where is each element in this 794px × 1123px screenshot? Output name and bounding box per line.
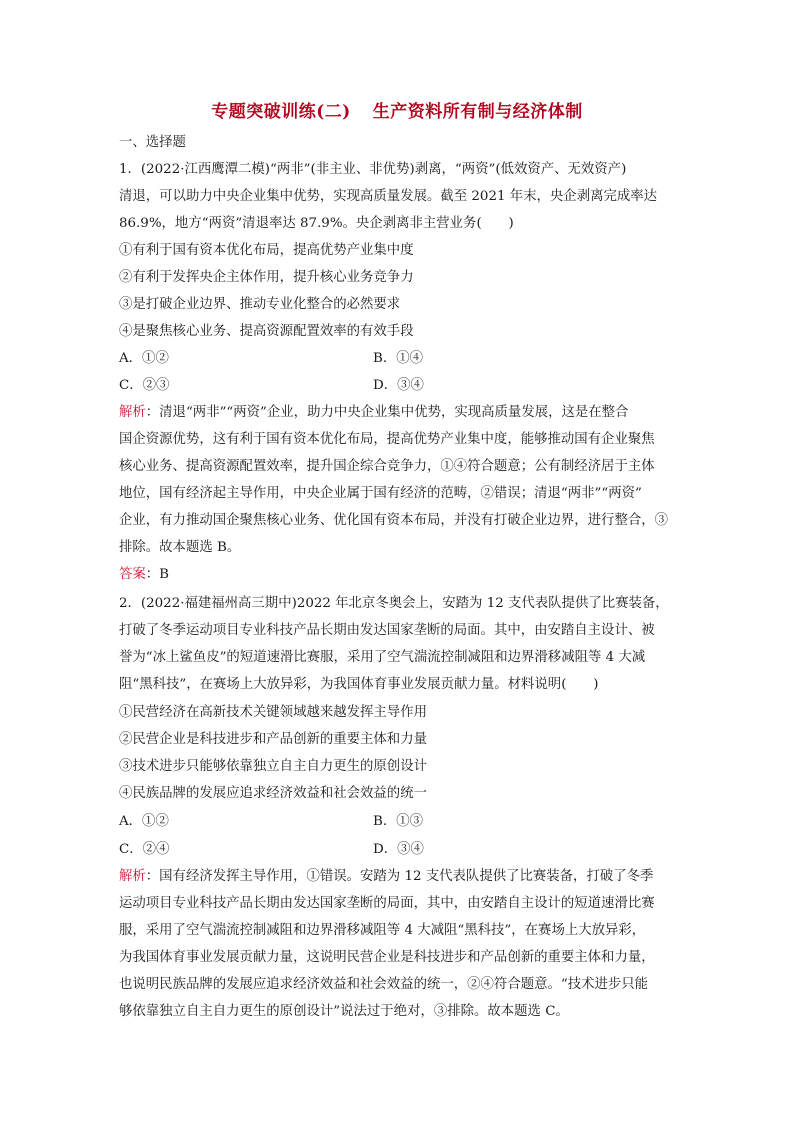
q1-analysis-line: 国企资源优势，这有利于国有资本优化布局，提高优势产业集中度，能够推动国有企业聚焦 xyxy=(119,432,655,447)
q2-analysis-line: 够依靠独立自主自力更生的原创设计”说法过于绝对，③排除。故本题选 C。 xyxy=(119,1004,569,1019)
q2-analysis-line xyxy=(119,869,653,885)
q2-statement: ④民族品牌的发展应追求经济效益和社会效益的统一 xyxy=(119,786,427,801)
q2-statement: ③技术进步只能够依靠独立自主自力更生的原创设计 xyxy=(119,759,427,774)
q1-stem-line: 清退，可以助力中央企业集中优势，实现高质量发展。截至 2021 年末，央企剥离完成率达 xyxy=(119,189,658,204)
q2-analysis-line: 为我国体育事业发展贡献力量，这说明民营企业是科技进步和产品创新的重要主体和力量， xyxy=(119,950,655,965)
q1-answer-label: 答案 xyxy=(119,567,146,582)
q1-analysis-text: ：清退“两非”“两资”企业，助力中央企业集中优势，实现高质量发展，这是在整合 xyxy=(145,405,629,420)
q2-option-a: A．①② xyxy=(119,814,169,829)
q1-option-a: A．①② xyxy=(119,351,169,366)
q2-stem-line: 阻“黑科技”，在赛场上大放异彩，为我国体育事业发展贡献力量。材料说明( ) xyxy=(119,677,599,692)
q1-stem-line: 1．(2022·江西鹰潭二模)“两非”(非主业、非优势)剥离，“两资”(低效资产、无效资产) xyxy=(119,162,627,177)
q1-option-d: D．③④ xyxy=(373,378,424,393)
q2-stem-line: 誉为“冰上鲨鱼皮”的短道速滑比赛服，采用了空气湍流控制减阻和边界滑移减阻等 4 大减 xyxy=(119,650,646,665)
q2-stem-line: 打破了冬季运动项目专业科技产品长期由发达国家垄断的局面。其中，由安踏自主设计、被 xyxy=(119,623,655,638)
q1-analysis-label: 解析 xyxy=(119,405,146,420)
q2-analysis-label: 解析 xyxy=(119,869,146,884)
q2-option-c: C．②④ xyxy=(119,842,170,857)
q2-option-d: D．③④ xyxy=(373,842,424,857)
q1-analysis-line: 排除。故本题选 B。 xyxy=(119,540,241,555)
q2-statement: ①民营经济在高新技术关键领域越来越发挥主导作用 xyxy=(119,705,427,720)
q1-statement: ③是打破企业边界、推动专业化整合的必然要求 xyxy=(119,297,401,312)
page-title xyxy=(0,97,794,122)
q1-stem-line: 86.9%，地方“两资”清退率达 87.9%。央企剥离非主营业务( ) xyxy=(119,216,514,231)
q1-option-c: C．②③ xyxy=(119,378,170,393)
q1-analysis-line: 核心业务、提高资源配置效率，提升国企综合竞争力，①④符合题意；公有制经济居于主体 xyxy=(119,459,655,474)
q1-statement: ②有利于发挥央企主体作用，提升核心业务竞争力 xyxy=(119,270,414,285)
q2-analysis-line: 也说明民族品牌的发展应追求经济效益和社会效益的统一，②④符合题意。“技术进步只能 xyxy=(119,977,649,992)
title-main: 专题突破训练(二) xyxy=(211,102,351,122)
q2-analysis-line: 服，采用了空气湍流控制减阻和边界滑移减阻等 4 大减阻“黑科技”，在赛场上大放异彩， xyxy=(119,923,646,938)
q1-statement: ①有利于国有资本优化布局，提高优势产业集中度 xyxy=(119,243,414,258)
q1-analysis-line xyxy=(119,405,628,421)
q2-statement: ②民营企业是科技进步和产品创新的重要主体和力量 xyxy=(119,732,427,747)
q2-stem-line: 2．(2022·福建福州高三期中)2022 年北京冬奥会上，安踏为 12 支代表队提供了比赛装备， xyxy=(119,596,669,611)
q1-statement: ④是聚焦核心业务、提高资源配置效率的有效手段 xyxy=(119,324,414,339)
q1-analysis-line: 企业，有力推动国企聚焦核心业务、优化国有资本布局，并没有打破企业边界，进行整合，③ xyxy=(119,513,669,528)
q2-analysis-line: 运动项目专业科技产品长期由发达国家垄断的局面，其中，由安踏自主设计的短道速滑比赛 xyxy=(119,896,655,911)
q1-analysis-line: 地位，国有经济起主导作用，中央企业属于国有经济的范畴，②错误；清退“两非”“两资” xyxy=(119,486,642,501)
q1-answer xyxy=(119,567,169,583)
title-sub: 生产资料所有制与经济体制 xyxy=(372,102,583,122)
q2-analysis-text: ：国有经济发挥主导作用，①错误。安踏为 12 支代表队提供了比赛装备，打破了冬季 xyxy=(145,869,654,884)
q2-option-b: B．①③ xyxy=(373,814,424,829)
q1-answer-value: ：B xyxy=(145,567,170,582)
section-heading: 一、选择题 xyxy=(119,135,186,150)
q1-option-b: B．①④ xyxy=(373,351,424,366)
